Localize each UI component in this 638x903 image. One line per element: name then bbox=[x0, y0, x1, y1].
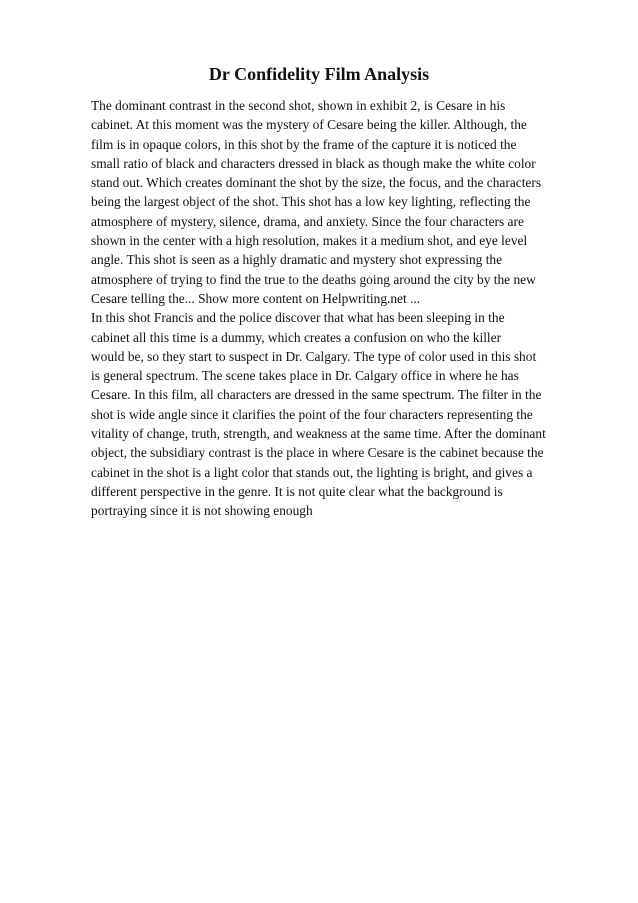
text-line: atmosphere of trying to find the true to the deaths going around the city by the new bbox=[91, 271, 536, 287]
text-line: cabinet all this time is a dummy, which creates a confusion on who the killer bbox=[91, 329, 502, 345]
text-line: vitality of change, truth, strength, and weakness at the same time. After the dominant bbox=[91, 426, 546, 442]
text-line: shot is wide angle since it clarifies the point of the four characters representing the bbox=[91, 406, 533, 422]
document-title: Dr Confidelity Film Analysis bbox=[208, 64, 430, 84]
paragraph-2 bbox=[91, 308, 591, 520]
text-line: Cesare. In this film, all characters are dressed in the same spectrum. The filter in the bbox=[91, 387, 542, 403]
document-body bbox=[91, 96, 591, 521]
text-line: is general spectrum. The scene takes place in Dr. Calgary office in where he has bbox=[91, 368, 519, 384]
text-line: Cesare telling the... Show more content on Helpwriting.net ... bbox=[91, 290, 421, 306]
text-line: angle. This shot is seen as a highly dramatic and mystery shot expressing the bbox=[91, 252, 503, 268]
text-line: different perspective in the genre. It is not quite clear what the background is bbox=[91, 483, 503, 499]
text-line: In this shot Francis and the police discover that what has been sleeping in the bbox=[91, 310, 505, 326]
paragraph-1 bbox=[91, 96, 591, 308]
text-line: cabinet. At this moment was the mystery of Cesare being the killer. Although, the bbox=[91, 117, 527, 133]
text-line: atmosphere of mystery, silence, drama, and anxiety. Since the four characters are bbox=[91, 213, 524, 229]
text-line: film is in opaque colors, in this shot by the frame of the capture it is noticed the bbox=[91, 136, 517, 152]
text-line: The dominant contrast in the second shot, shown in exhibit 2, is Cesare in his bbox=[91, 98, 506, 113]
text-line: being the largest object of the shot. This shot has a low key lighting, reflecting the bbox=[91, 194, 531, 210]
text-line: shown in the center with a high resolution, makes it a medium shot, and eye level bbox=[91, 233, 528, 249]
text-line: would be, so they start to suspect in Dr. Calgary. The type of color used in this shot bbox=[91, 348, 537, 364]
text-line: object, the subsidiary contrast is the place in where Cesare is the cabinet because the bbox=[91, 445, 544, 461]
text-line: cabinet in the shot is a light color that stands out, the lighting is bright, and gives a bbox=[91, 464, 533, 480]
text-line: portraying since it is not showing enough bbox=[91, 503, 313, 519]
text-line: stand out. Which creates dominant the shot by the size, the focus, and the characters bbox=[91, 175, 542, 191]
text-line: small ratio of black and characters dressed in black as though make the white color bbox=[91, 155, 536, 171]
